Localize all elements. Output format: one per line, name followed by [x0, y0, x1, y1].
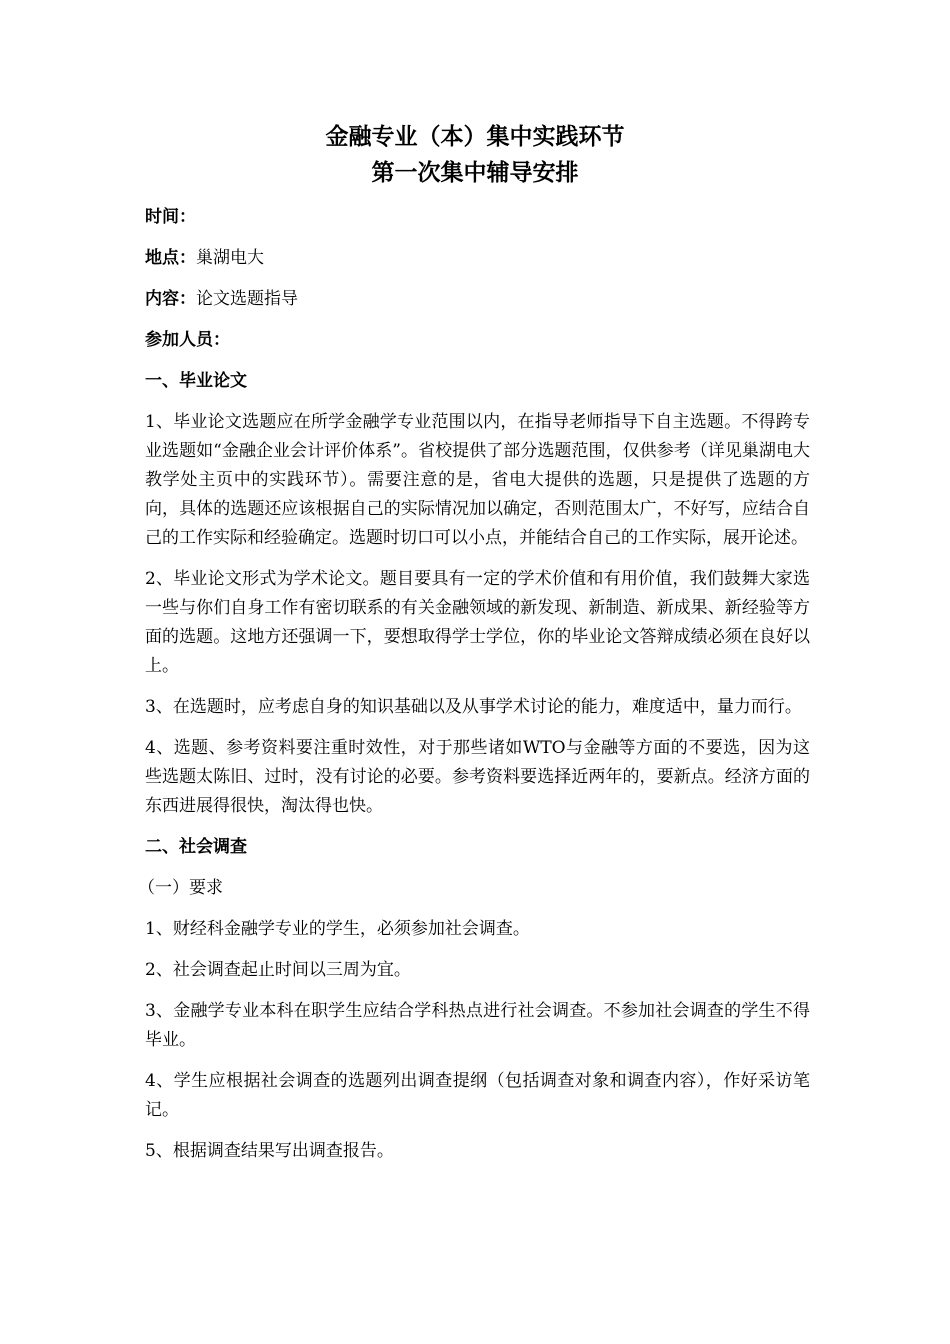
subsection-heading: （一）要求 — [138, 878, 223, 898]
paragraph: 1、毕业论文选题应在所学金融学专业范围以内，在指导老师指导下自主选题。不得跨专业选题如“金融企业会计评价体系”。省校提供了部分选题范围，仅供参考（详见巢湖电大教学处主页中的实践环节）。需要注意的是，省电大提供的选题，只是提供了选题的方向，具体的选题还应该根据自己的实际情况加以确定，否则范围太广，不好写，应结合自己的工作实际和经验确定。选题时切口可以小点，并能结合自己的工作实际，展开论述。 — [145, 412, 810, 548]
place-label: 地点： — [145, 248, 196, 268]
paragraph: 4、学生应根据社会调查的选题列出调查提纲（包括调查对象和调查内容），作好采访笔记。 — [145, 1071, 810, 1120]
paragraph: 5、根据调查结果写出调查报告。 — [145, 1141, 394, 1161]
section-heading-survey: 二、社会调查 — [145, 837, 247, 857]
paragraph: 3、在选题时，应考虑自身的知识基础以及从事学术讨论的能力，难度适中，量力而行。 — [145, 697, 802, 717]
document-subtitle: 第一次集中辅导安排 — [371, 160, 579, 186]
participants-line — [145, 326, 810, 355]
paragraph: 1、财经科金融学专业的学生，必须参加社会调查。 — [145, 919, 530, 939]
place-value: 巢湖电大 — [196, 248, 264, 268]
place-line — [145, 244, 810, 273]
document-body — [138, 203, 810, 1178]
paragraph: 3、金融学专业本科在职学生应结合学科热点进行社会调查。不参加社会调查的学生不得毕业。 — [145, 1001, 810, 1050]
content-line — [145, 285, 810, 314]
time-label: 时间： — [145, 207, 196, 227]
paragraph: 4、选题、参考资料要注重时效性，对于那些诸如WTO与金融等方面的不要选，因为这些选题太陈旧、过时，没有讨论的必要。参考资料要选择近两年的，要新点。经济方面的东西进展得很快，淘汰得也快。 — [145, 738, 810, 816]
time-line — [145, 203, 810, 232]
paragraph: 2、毕业论文形式为学术论文。题目要具有一定的学术价值和有用价值，我们鼓舞大家选一些与你们自身工作有密切联系的有关金融领域的新发现、新制造、新成果、新经验等方面的选题。这地方还强调一下，要想取得学士学位，你的毕业论文答辩成绩必须在良好以上。 — [145, 569, 810, 676]
paragraph: 2、社会调查起止时间以三周为宜。 — [145, 960, 411, 980]
participants-label: 参加人员： — [145, 330, 230, 350]
section-heading-thesis: 一、毕业论文 — [145, 371, 247, 391]
content-value: 论文选题指导 — [196, 289, 298, 309]
document-title: 金融专业（本）集中实践环节 — [325, 124, 625, 150]
content-label: 内容： — [145, 289, 196, 309]
